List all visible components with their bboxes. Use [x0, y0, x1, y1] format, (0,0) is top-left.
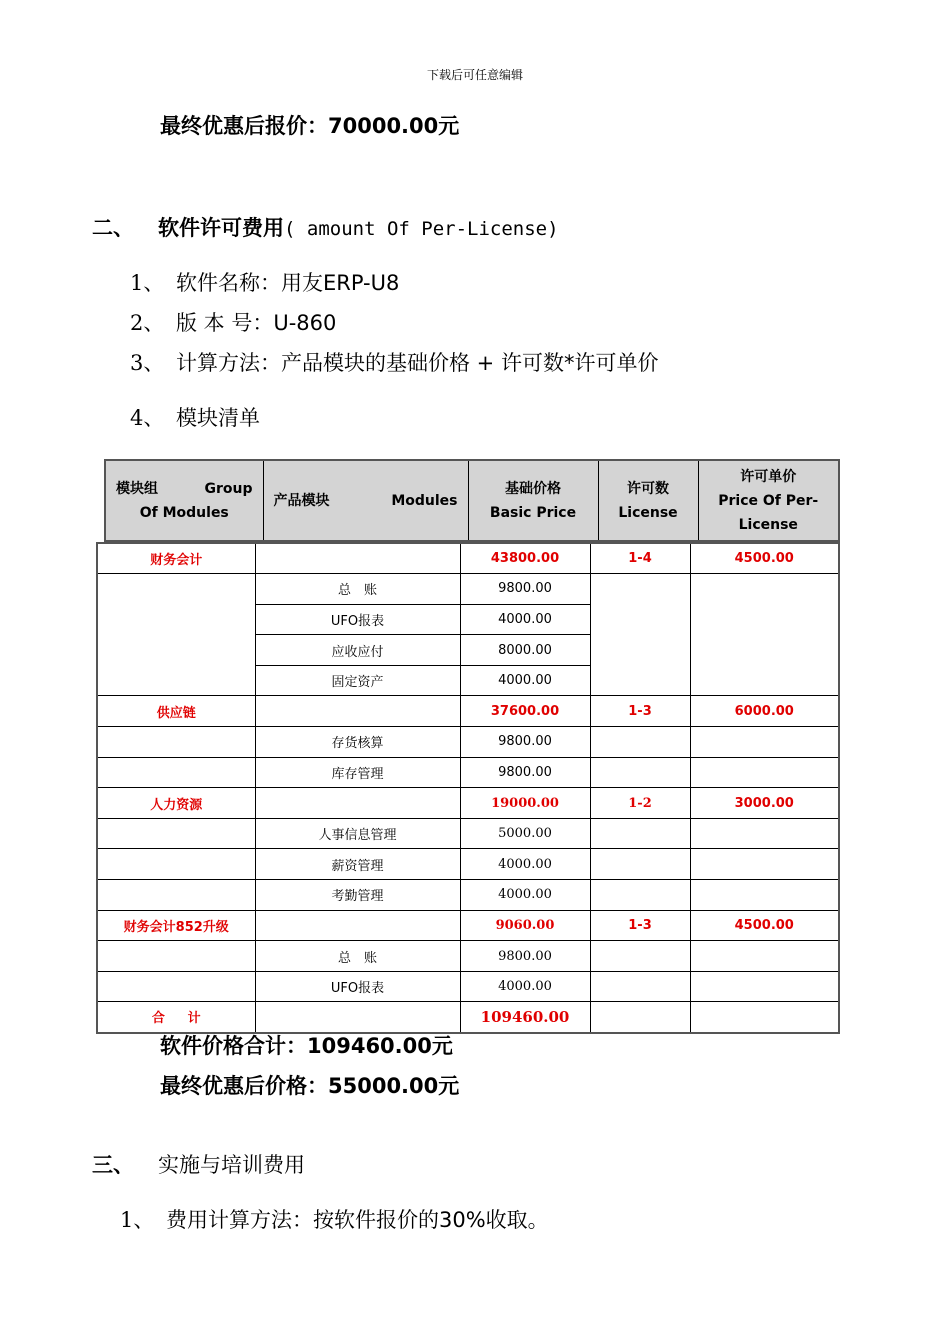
item-1-number: 1、: [130, 271, 165, 295]
group-name: 财务会计852升级: [97, 910, 255, 941]
section3-title: 实施与培训费用: [158, 1153, 305, 1177]
module-price: 4000.00: [460, 971, 590, 1002]
table-row: [97, 971, 839, 1002]
module-price: 9800.00: [460, 727, 590, 758]
header-base-en: Basic Price: [489, 504, 577, 521]
section2-title-en: ( amount Of Per-License): [284, 218, 559, 240]
module-price: 9800.00: [460, 757, 590, 788]
header-unit-cn: 许可单价: [740, 468, 797, 485]
module-price: 4000.00: [460, 665, 590, 696]
module-price: 4000.00: [460, 849, 590, 880]
section3-item-1-number: 1、: [120, 1208, 155, 1232]
module-name: 总 账: [255, 941, 460, 972]
group-unit-price: 4500.00: [690, 910, 839, 941]
header-license-cn: 许可数: [627, 480, 669, 497]
group-licenses: 1-4: [590, 543, 690, 574]
module-name: 人事信息管理: [255, 818, 460, 849]
table-row: [97, 849, 839, 880]
module-name: 存货核算: [255, 727, 460, 758]
header-base-cn: 基础价格: [505, 480, 561, 497]
item-3-text: 计算方法：产品模块的基础价格 + 许可数*许可单价: [176, 351, 659, 375]
module-name: 固定资产: [255, 665, 460, 696]
module-price: 9800.00: [460, 574, 590, 605]
module-name: UFO报表: [255, 971, 460, 1002]
section3-item-1-text: 费用计算方法：按软件报价的30%收取。: [166, 1208, 549, 1232]
item-1-text: 软件名称：用友ERP-U8: [176, 271, 400, 295]
group-row-supply-chain: [97, 696, 839, 727]
item-3-number: 3、: [130, 351, 165, 375]
module-name: 应收应付: [255, 635, 460, 666]
group-licenses: 1-3: [590, 910, 690, 941]
header-module: [263, 460, 468, 541]
item-2-number: 2、: [130, 311, 165, 335]
module-table: [96, 542, 840, 1034]
group-base-price: 43800.00: [460, 543, 590, 574]
total-row: [97, 1002, 839, 1033]
header-license-en: License: [618, 504, 678, 521]
header-license: [598, 460, 698, 541]
module-name: UFO报表: [255, 604, 460, 635]
module-price: 5000.00: [460, 818, 590, 849]
module-name: 考勤管理: [255, 880, 460, 911]
header-group-en: Group: [204, 480, 253, 497]
item-4-number: 4、: [130, 406, 165, 430]
group-row-finance-852: [97, 910, 839, 941]
group-licenses: 1-2: [590, 788, 690, 819]
group-unit-price: 4500.00: [690, 543, 839, 574]
module-table-header: [104, 459, 840, 542]
header-group-cn: 模块组: [116, 480, 158, 497]
group-name: 财务会计: [97, 543, 255, 574]
group-base-price: 19000.00: [460, 788, 590, 819]
total-value: 109460.00: [460, 1002, 590, 1033]
module-name: 总 账: [255, 574, 460, 605]
group-base-price: 9060.00: [460, 910, 590, 941]
group-name: 供应链: [97, 696, 255, 727]
header-unit-en2: License: [738, 516, 798, 533]
header-base-price: [468, 460, 598, 541]
module-price: 8000.00: [460, 635, 590, 666]
group-unit-price: 3000.00: [690, 788, 839, 819]
table-row: [97, 727, 839, 758]
final-price-top: 最终优惠后报价：70000.00元: [160, 114, 460, 138]
group-licenses: 1-3: [590, 696, 690, 727]
header-unit-en: Price Of Per-: [718, 492, 819, 509]
item-2-text: 版 本 号：U-860: [176, 311, 337, 335]
group-row-finance: [97, 543, 839, 574]
header-module-cn: 产品模块: [273, 492, 330, 509]
module-price: 4000.00: [460, 880, 590, 911]
group-name: 人力资源: [97, 788, 255, 819]
table-row: [97, 941, 839, 972]
table-row: [97, 757, 839, 788]
final-price: 最终优惠后价格：55000.00元: [160, 1074, 460, 1098]
group-unit-price: 6000.00: [690, 696, 839, 727]
module-price: 4000.00: [460, 604, 590, 635]
table-row: [97, 574, 839, 605]
header-note: 下载后可任意编辑: [426, 68, 523, 82]
section2-number: 二、: [92, 216, 134, 240]
total-label: 合 计: [97, 1002, 255, 1033]
section2-title-cn: 软件许可费用: [158, 216, 284, 240]
group-base-price: 37600.00: [460, 696, 590, 727]
header-group-en2: Of Modules: [139, 504, 229, 521]
section3-number: 三、: [92, 1153, 134, 1177]
section2-title: [158, 212, 559, 242]
module-price: 9800.00: [460, 941, 590, 972]
module-name: 薪资管理: [255, 849, 460, 880]
header-module-en: Modules: [391, 492, 458, 509]
group-row-hr: [97, 788, 839, 819]
item-4-text: 模块清单: [176, 406, 260, 430]
table-row: [97, 880, 839, 911]
software-total: 软件价格合计：109460.00元: [160, 1034, 453, 1058]
header-group: [105, 460, 263, 541]
table-row: [97, 818, 839, 849]
header-unit-price: [698, 460, 839, 541]
module-name: 库存管理: [255, 757, 460, 788]
